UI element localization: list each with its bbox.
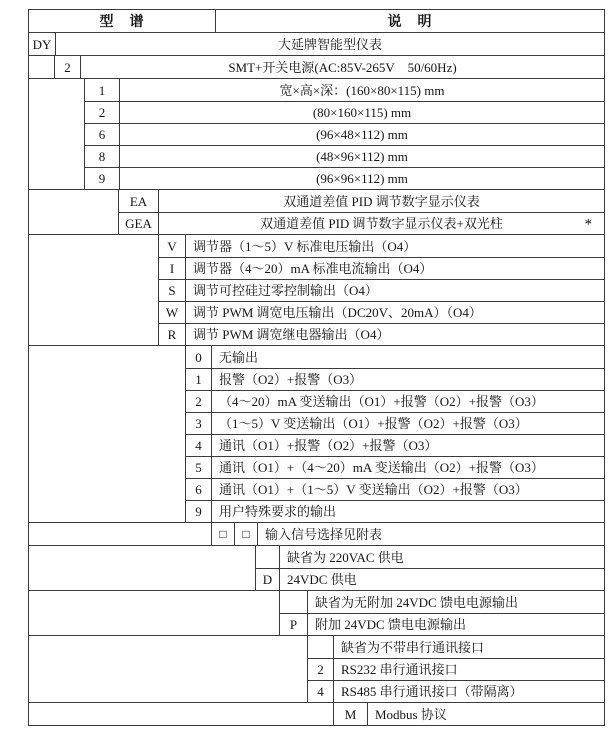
size-code-cell: 2: [85, 102, 120, 123]
protocol-block: [29, 702, 604, 725]
table-row: [159, 323, 604, 345]
brand-block: [29, 32, 604, 55]
table-row: [280, 591, 604, 613]
table-row: [85, 145, 604, 167]
protocol-desc-cell: Modbus 协议: [375, 706, 447, 722]
aux-code-cell: 0: [186, 346, 212, 368]
aux-output-block: [29, 345, 604, 522]
table-row: [119, 212, 604, 234]
table-row: [308, 636, 604, 658]
regulation-desc-cell: 调节器（4～20）mA 标准电流输出（O4）: [193, 261, 433, 276]
aux-code-cell: 6: [186, 479, 212, 500]
header-model-column: 型 谱: [29, 10, 216, 32]
regulation-desc-cell: 调节可控硅过零控制输出（O4）: [193, 283, 378, 298]
feed-code-cell: P: [280, 614, 308, 635]
table-row: [159, 257, 604, 279]
supply-desc-cell: 缺省为 220VAC 供电: [287, 549, 404, 565]
size-desc-cell: 宽×高×深：(160×80×115) mm: [279, 82, 445, 98]
size-code-cell: 8: [85, 146, 120, 167]
model-spectrum-table: [28, 9, 605, 726]
size-code-cell: 9: [85, 168, 120, 189]
comm-desc-cell: RS232 串行通讯接口: [341, 662, 458, 677]
table-row: [186, 412, 604, 434]
table-row: [308, 680, 604, 702]
stair-blank-cell: [29, 235, 159, 345]
input-select-block: [29, 522, 604, 545]
stair-blank-cell: [29, 636, 308, 702]
table-row: [119, 190, 604, 212]
supply-code-cell: D: [256, 569, 280, 590]
regulation-desc-cell: 调节 PWM 调宽继电器输出（O4）: [193, 327, 390, 342]
feed-desc-cell: 缺省为无附加 24VDC 馈电电源输出: [315, 594, 518, 610]
display-type-code-cell: GEA: [119, 213, 159, 234]
aux-desc-cell: 报警（O2）+报警（O3）: [219, 372, 363, 387]
table-row: [159, 235, 604, 257]
feed-power-block: [29, 590, 604, 635]
table-row: [212, 523, 604, 545]
table-row: [186, 346, 604, 368]
regulation-code-cell: I: [159, 258, 186, 279]
asterisk-note: *: [584, 216, 592, 233]
supply-block: [29, 545, 604, 590]
table-row: [256, 568, 604, 590]
regulation-code-cell: S: [159, 280, 186, 301]
comm-desc-cell: RS485 串行通讯接口（带隔离）: [341, 684, 523, 699]
stair-blank-cell: [29, 190, 119, 234]
table-row: [186, 434, 604, 456]
input-select-desc-cell: 输入信号选择见附表: [265, 526, 383, 542]
comm-desc-cell: 缺省为不带串行通讯接口: [341, 639, 485, 655]
aux-desc-cell: （1～5）V 变送输出（O1）+报警（O2）+报警（O3）: [219, 416, 528, 431]
table-row: [29, 33, 604, 55]
aux-desc-cell: 无输出: [219, 349, 259, 365]
aux-desc-cell: 用户特殊要求的输出: [219, 504, 337, 519]
regulation-code-cell: W: [159, 302, 186, 323]
display-type-block: [29, 189, 604, 234]
size-code-cell: 6: [85, 124, 120, 145]
table-row: [308, 658, 604, 680]
input-box2-cell: [235, 523, 258, 545]
aux-code-cell: 1: [186, 369, 212, 390]
table-row: [85, 79, 604, 101]
size-block: [29, 78, 604, 189]
table-row: [55, 56, 604, 78]
power-type-block: [29, 55, 604, 78]
table-row: [85, 123, 604, 145]
aux-desc-cell: 通讯（O1）+（4～20）mA 变送输出（O2）+报警（O3）: [219, 460, 544, 475]
comm-code-cell: 4: [308, 681, 334, 702]
aux-code-cell: 4: [186, 435, 212, 456]
brand-desc-cell: 大延牌智能型仪表: [277, 36, 382, 52]
table-row: [159, 279, 604, 301]
comm-interface-block: [29, 635, 604, 702]
feed-desc-cell: 附加 24VDC 馈电电源输出: [315, 617, 466, 632]
table-row: [256, 546, 604, 568]
aux-code-cell: 5: [186, 457, 212, 478]
supply-desc-cell: 24VDC 供电: [287, 572, 357, 587]
table-row: [186, 500, 604, 522]
power-type-code-cell: 2: [55, 56, 81, 78]
table-row: [186, 368, 604, 390]
size-desc-cell: (48×96×112) mm: [316, 149, 408, 164]
display-type-desc-cell: [159, 190, 604, 212]
aux-code-cell: 2: [186, 391, 212, 412]
regulation-code-cell: R: [159, 324, 186, 345]
table-row: [186, 390, 604, 412]
aux-desc-cell: 通讯（O1）+（1～5）V 变送输出（O2）+报警（O3）: [219, 482, 528, 497]
table-row: [334, 703, 604, 725]
size-code-cell: 1: [85, 79, 120, 101]
size-desc-cell: (96×48×112) mm: [316, 127, 408, 142]
size-desc-cell: (96×96×112) mm: [316, 171, 408, 186]
regulation-output-block: [29, 234, 604, 345]
regulation-desc-cell: 调节 PWM 调宽电压输出（DC20V、20mA）（O4）: [193, 305, 482, 320]
aux-desc-cell: （4～20）mA 变送输出（O1）+报警（O2）+报警（O3）: [219, 394, 544, 409]
protocol-code-cell: M: [334, 703, 368, 725]
feed-code-cell: [280, 591, 308, 613]
comm-code-cell: [308, 636, 334, 658]
stair-blank-cell: [29, 591, 280, 635]
display-type-desc-cell: [159, 213, 604, 234]
display-type-desc-text: 双通道差值 PID 调节数字显示仪表+双光柱: [260, 216, 503, 231]
empty-box-icon: □: [242, 527, 250, 541]
table-row: [186, 456, 604, 478]
table-row: [159, 301, 604, 323]
table-row: [280, 613, 604, 635]
display-type-code-cell: EA: [119, 190, 159, 212]
stair-blank-cell: [29, 703, 334, 725]
input-box1-cell: [212, 523, 235, 545]
table-row: [85, 101, 604, 123]
power-type-desc-cell: SMT+开关电源(AC:85V-265V 50/60Hz): [228, 59, 457, 75]
size-desc-cell: (80×160×115) mm: [312, 105, 412, 120]
display-type-desc-text: 双通道差值 PID 调节数字显示仪表: [283, 193, 480, 209]
regulation-desc-cell: 调节器（1～5）V 标准电压输出（O4）: [193, 238, 417, 254]
stair-blank-cell: [29, 56, 55, 78]
comm-code-cell: 2: [308, 659, 334, 680]
empty-box-icon: □: [219, 527, 227, 541]
stair-blank-cell: [29, 523, 212, 545]
stair-blank-cell: [29, 79, 85, 189]
aux-code-cell: 3: [186, 413, 212, 434]
table-row: [186, 478, 604, 500]
aux-code-cell: 9: [186, 501, 212, 522]
brand-code-cell: DY: [29, 33, 56, 55]
stair-blank-cell: [29, 546, 256, 590]
header-description-column: 说 明: [387, 15, 433, 30]
supply-code-cell: [256, 546, 280, 568]
table-row: [85, 167, 604, 189]
table-header-row: [29, 10, 604, 32]
stair-blank-cell: [29, 346, 186, 522]
regulation-code-cell: V: [159, 235, 186, 257]
aux-desc-cell: 通讯（O1）+报警（O2）+报警（O3）: [219, 438, 438, 453]
